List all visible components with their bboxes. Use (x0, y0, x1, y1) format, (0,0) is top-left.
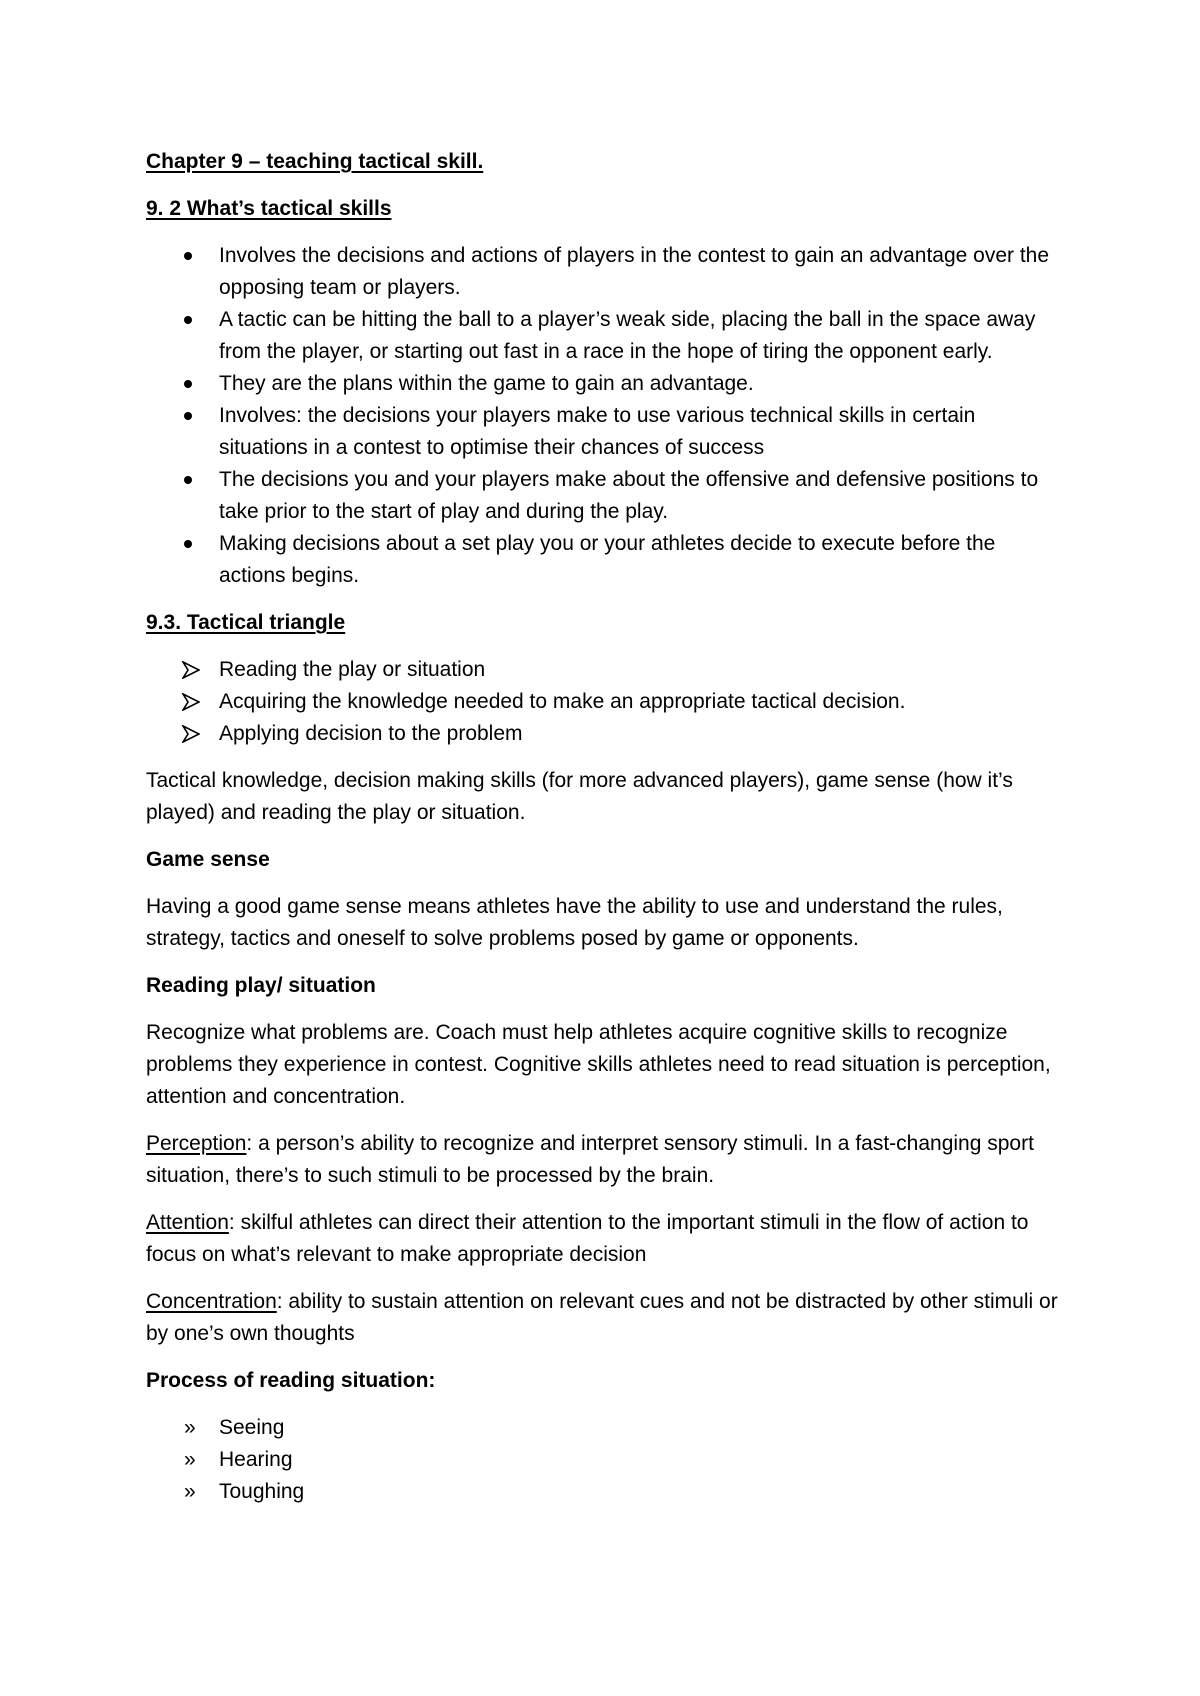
list-item: Applying decision to the problem (146, 718, 1066, 750)
tactical-knowledge-paragraph: Tactical knowledge, decision making skills (for more advanced players), game sense (how it’s played) and reading the play or situation. (146, 769, 1013, 824)
list-item: Involves the decisions and actions of players in the contest to gain an advantage over the opposing team or players. (146, 240, 1066, 304)
list-item: Making decisions about a set play you or your athletes decide to execute before the actions begins. (146, 528, 1066, 592)
definition-perception (146, 1128, 1066, 1192)
definition-text: : ability to sustain attention on relevant cues and not be distracted by other stimuli or by one’s own thoughts (146, 1290, 1058, 1345)
definition-term: Attention (146, 1211, 229, 1234)
list-item: Reading the play or situation (146, 654, 1066, 686)
process-heading: Process of reading situation: (146, 1369, 436, 1392)
game-sense-heading: Game sense (146, 848, 270, 871)
list-item: Acquiring the knowledge needed to make an appropriate tactical decision. (146, 686, 1066, 718)
definition-text: : skilful athletes can direct their attention to the important stimuli in the flow of action to focus on what’s relevant to make appropriate decision (146, 1211, 1029, 1266)
process-list (146, 1412, 1066, 1508)
list-item: The decisions you and your players make about the offensive and defensive positions to take prior to the start of play and during the play. (146, 464, 1066, 528)
definition-concentration (146, 1286, 1066, 1350)
section-heading-9-3: 9.3. Tactical triangle (146, 611, 346, 634)
definition-text: : a person’s ability to recognize and interpret sensory stimuli. In a fast-changing sport situation, there’s to such stimuli to be processed by the brain. (146, 1132, 1034, 1187)
section-heading-9-2: 9. 2 What’s tactical skills (146, 197, 392, 220)
tactical-triangle-list (146, 654, 1066, 750)
reading-play-heading: Reading play/ situation (146, 974, 376, 997)
definition-attention (146, 1207, 1066, 1271)
list-item: A tactic can be hitting the ball to a player’s weak side, placing the ball in the space away from the player, or starting out fast in a race in the hope of tiring the opponent early. (146, 304, 1066, 368)
definition-term: Concentration (146, 1290, 277, 1313)
list-item: » Hearing (184, 1448, 293, 1471)
definition-term: Perception (146, 1132, 247, 1155)
list-item: » Seeing (184, 1416, 285, 1439)
document-page (146, 146, 1066, 1523)
chapter-title: Chapter 9 – teaching tactical skill. (146, 150, 484, 173)
game-sense-paragraph: Having a good game sense means athletes have the ability to use and understand the rules, strategy, tactics and oneself to solve problems posed by game or opponents. (146, 895, 1003, 950)
list-item: » Toughing (184, 1480, 305, 1503)
list-item: They are the plans within the game to gain an advantage. (146, 368, 1066, 400)
tactical-skills-bullet-list (146, 240, 1066, 592)
list-item: Involves: the decisions your players make to use various technical skills in certain situations in a contest to optimise their chances of success (146, 400, 1066, 464)
reading-play-paragraph: Recognize what problems are. Coach must help athletes acquire cognitive skills to recognize problems they experience in contest. Cognitive skills athletes need to read situation is perception, attention and concentration. (146, 1021, 1051, 1108)
